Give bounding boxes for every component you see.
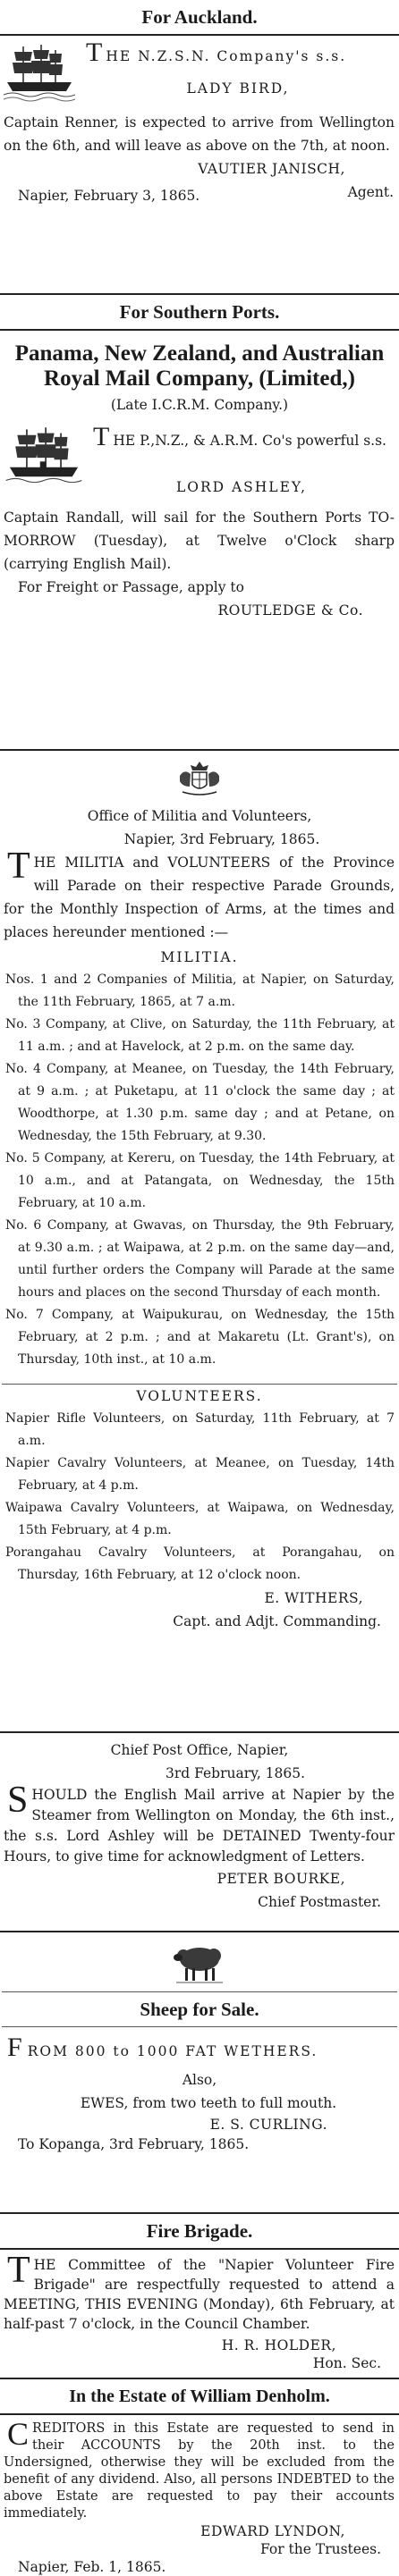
sheep-heading: Sheep for Sale. <box>140 1999 259 2020</box>
estate-role: For the Trustees. <box>259 2541 381 2557</box>
fire-signature: H. R. HOLDER, <box>221 2337 336 2353</box>
militia-list <box>0 969 399 1371</box>
southern-body: Captain Randall, will sail for the Southern Ports TO-MORROW (Tuesday), at Twelve o'Clock sharp (carrying English Mail). <box>4 509 395 572</box>
volunteers-list <box>0 1408 399 1587</box>
list-item: No. 6 Company, at Gwavas, on Thursday, the 9th February, at 9.30 a.m. ; at Waipawa, at 2 p.m. on the same day—and, until further orders the Company will Parade at the same hours and places on the second Thursday of each month. <box>5 1218 395 1300</box>
fire-advert <box>0 2212 399 2375</box>
list-item: No. 4 Company, at Meanee, on Tuesday, the 14th February, at 9 a.m. ; at Puketapu, at 11 o'clock the same day ; at Woodthorpe, at 1.30 p.m. same day ; and at Petane, on Wednesday, the 15th February, at 9.30. <box>5 1062 395 1143</box>
list-item: Napier Rifle Volunteers, on Saturday, 11th February, at 7 a.m. <box>5 1411 395 1448</box>
sheep-date: To Kopanga, 3rd February, 1865. <box>18 2136 250 2152</box>
ship-icon <box>4 41 75 102</box>
post-role: Chief Postmaster. <box>258 1894 381 1910</box>
divider <box>0 329 399 331</box>
drop-cap: T <box>86 38 103 67</box>
fire-role: Hon. Sec. <box>312 2355 381 2371</box>
auckland-date: Napier, February 3, 1865. <box>18 188 200 204</box>
militia-heading: MILITIA. <box>160 949 239 965</box>
southern-company: Panama, New Zealand, and Australian Royal Mail Company, (Limited,) <box>14 341 385 391</box>
volunteers-heading: VOLUNTEERS. <box>136 1388 263 1404</box>
militia-date: Napier, 3rd February, 1865. <box>123 831 320 847</box>
list-item: No. 7 Company, at Waipukurau, on Wednesday, the 15th February, at 2 p.m. ; and at Makaretu (Lt. Grant's), on Thursday, 10th inst., at 10 a.m. <box>5 1308 395 1367</box>
ship-icon <box>4 424 84 488</box>
estate-date: Napier, Feb. 1, 1865. <box>18 2559 166 2575</box>
estate-body: REDITORS in this Estate are requested to send in their ACCOUNTS by the 20th inst. to the Undersigned, otherwise they will be excluded from the benefit of any dividend. Also, all persons INDEBTED to the above Estate are requested to pay their accounts immediately. <box>4 2421 395 2521</box>
militia-office: Office of Militia and Volunteers, <box>87 808 312 824</box>
militia-signature: E. WITHERS, <box>264 1590 363 1606</box>
southern-agent: ROUTLEDGE & Co. <box>217 602 363 619</box>
auckland-intro: HE N.Z.S.N. Company's s.s. <box>106 48 347 64</box>
sheep-line2: EWES, from two teeth to full mouth. <box>80 2095 337 2111</box>
estate-advert <box>0 2378 399 2576</box>
sheep-also: Also, <box>182 2072 217 2088</box>
list-item: No. 3 Company, at Clive, on Saturday, the 11th February, at 11 a.m. ; and at Havelock, at 2 p.m. on the same day. <box>5 1017 395 1054</box>
auckland-top <box>0 36 399 141</box>
drop-cap: S <box>7 1780 29 1821</box>
southern-ship-name: LORD ASHLEY, <box>175 479 308 495</box>
auckland-ship-name: LADY BIRD, <box>186 80 290 97</box>
list-item: Waipawa Cavalry Volunteers, at Waipawa, on Wednesday, 15th February, at 4 p.m. <box>5 1501 395 1537</box>
drop-cap: T <box>93 422 110 451</box>
list-item: Porangahau Cavalry Volunteers, at Porangahau, on Thursday, 16th February, at 12 o'clock noon. <box>5 1545 395 1582</box>
post-advert <box>0 1731 399 1914</box>
sheep-signature: E. S. CURLING. <box>209 2117 327 2133</box>
southern-advert <box>0 293 399 622</box>
militia-intro: HE MILITIA and VOLUNTEERS of the Province will Parade on their respective Parade Grounds, for the Monthly Inspection of Arms, at the times and places hereunder mentioned :— <box>4 854 395 940</box>
sheep-icon <box>173 1938 226 1986</box>
list-item: Nos. 1 and 2 Companies of Militia, at Napier, on Saturday, the 11th February, 1865, at 7 a.m. <box>5 972 395 1009</box>
auckland-advert <box>0 0 399 207</box>
list-item: No. 5 Company, at Kereru, on Tuesday, the 14th February, at 10 a.m., and at Patangata, on Wednesday, the 15th February, at 10 a.m. <box>5 1151 395 1210</box>
sheep-line1: ROM 800 to 1000 FAT WETHERS. <box>27 2043 318 2059</box>
sheep-advert <box>0 1931 399 2154</box>
auckland-agent: VAUTIER JANISCH, <box>198 161 345 177</box>
estate-heading: In the Estate of William Denholm. <box>69 2387 330 2406</box>
auckland-heading: For Auckland. <box>141 6 258 28</box>
southern-intro: HE P.,N.Z., & A.R.M. Co's powerful s.s. <box>113 433 386 449</box>
fire-body: HE Committee of the "Napier Volunteer Fire Brigade" are respectfully requested to attend a MEETING, THIS EVENING (Monday), 6th February, at half-past 7 o'clock, in the Council Chamber. <box>4 2257 395 2332</box>
post-date: 3rd February, 1865. <box>165 1765 306 1781</box>
militia-role: Capt. and Adjt. Commanding. <box>173 1613 381 1629</box>
post-body: HOULD the English Mail arrive at Napier by the Steamer from Wellington on Monday, the 6th inst., the s.s. Lord Ashley will be DETAINED Twenty-four Hours, to give time for acknowledgment of Letters. <box>4 1787 395 1865</box>
drop-cap: T <box>7 2250 30 2291</box>
fire-heading: Fire Brigade. <box>146 2220 253 2242</box>
auckland-agent-role: Agent. <box>347 184 394 200</box>
southern-heading: For Southern Ports. <box>119 301 280 323</box>
auckland-body: Captain Renner, is expected to arrive from Wellington on the 6th, and will leave as above on the 7th, at noon. <box>4 114 395 154</box>
southern-late: (Late I.C.R.M. Company.) <box>110 397 289 413</box>
southern-freight: For Freight or Passage, apply to <box>18 579 244 595</box>
militia-advert <box>0 749 399 1633</box>
royal-arms-icon <box>177 760 222 797</box>
estate-signature: EDWARD LYNDON, <box>200 2523 345 2539</box>
post-office: Chief Post Office, Napier, <box>110 1742 289 1758</box>
drop-cap: F <box>7 2033 24 2062</box>
drop-cap: C <box>7 2416 30 2452</box>
list-item: Napier Cavalry Volunteers, at Meanee, on Tuesday, 14th February, at 4 p.m. <box>5 1456 395 1493</box>
post-signature: PETER BOURKE, <box>216 1871 345 1887</box>
drop-cap: T <box>7 846 30 887</box>
